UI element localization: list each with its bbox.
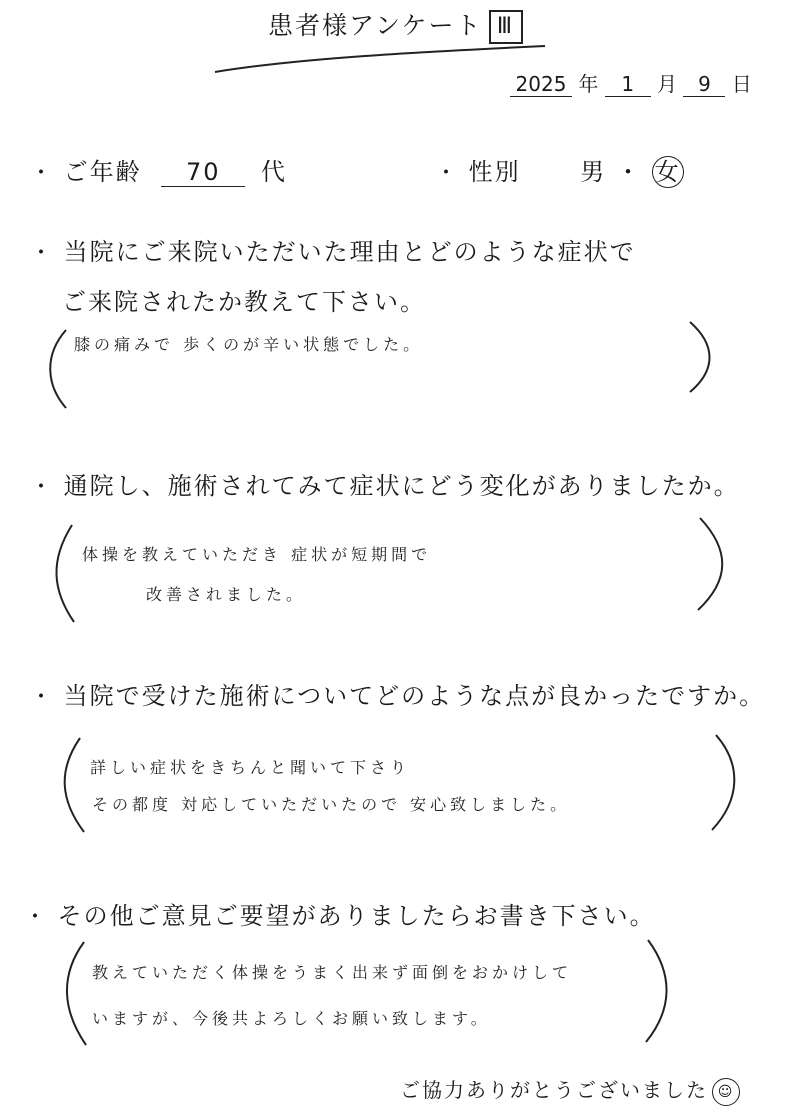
smiley-icon: ☺ <box>712 1078 740 1106</box>
date-month: 1 <box>605 72 651 97</box>
answer-4-right-bracket <box>646 940 667 1042</box>
sex-female-circled: 女 <box>652 156 684 188</box>
answer-3-line1: 詳しい症状をきちんと聞いて下さり <box>90 758 411 777</box>
question-1-line1: 当院にご来院いただいた理由とどのような症状で <box>63 238 636 266</box>
answer-1-line1: 膝の痛みで 歩くのが辛い状態でした。 <box>74 335 424 354</box>
question-2-line1: 通院し、施術されてみて症状にどう変化がありましたか。 <box>63 472 740 500</box>
question-1-line2: ご来院されたか教えて下さい。 <box>62 288 426 316</box>
bullet: ・ <box>24 905 49 930</box>
date-year: 2025 <box>510 72 572 97</box>
date-day-label: 日 <box>731 72 752 96</box>
question-4-line1: その他ご意見ご要望がありましたらお書き下さい。 <box>57 902 656 930</box>
answer-4-line1: 教えていただく体操をうまく出来ず面倒をおかけして <box>92 963 573 982</box>
question-3-line1: 当院で受けた施術についてどのような点が良かったですか。 <box>63 682 766 710</box>
title-box-icon: Ⅲ <box>489 10 523 44</box>
answer-2-right-bracket <box>698 518 722 610</box>
age-label: ご年齢 <box>63 158 142 186</box>
sex-male: 男 <box>580 158 607 186</box>
answer-1-left-bracket <box>50 330 66 408</box>
title-text: 患者様アンケート <box>268 11 483 40</box>
date-day: 9 <box>683 72 725 97</box>
bullet: ・ <box>30 241 55 266</box>
answer-3-right-bracket <box>712 735 734 830</box>
answer-2-line1: 体操を教えていただき 症状が短期間で <box>82 545 432 564</box>
answer-3-left-bracket <box>65 738 84 832</box>
answer-4-line2: いますが、今後共よろしくお願い致します。 <box>92 1009 491 1028</box>
age-suffix: 代 <box>260 158 287 186</box>
age-value: 70 <box>161 158 245 187</box>
bullet: ・ <box>30 161 55 186</box>
sex-separator: ・ <box>615 158 642 186</box>
answer-2-left-bracket <box>56 525 74 622</box>
answer-1-right-bracket <box>690 322 710 392</box>
closing-text: ご協力ありがとうございました <box>400 1078 708 1102</box>
bullet: ・ <box>30 685 55 710</box>
bullet: ・ <box>30 475 55 500</box>
bullet: ・ <box>435 161 460 186</box>
date-year-label: 年 <box>578 72 599 96</box>
answer-4-left-bracket <box>67 942 86 1045</box>
answer-3-line2: その都度 対応していただいたので 安心致しました。 <box>92 795 571 814</box>
date-month-label: 月 <box>657 72 678 96</box>
sex-label: 性別 <box>468 158 521 186</box>
answer-2-line2: 改善されました。 <box>146 585 307 604</box>
